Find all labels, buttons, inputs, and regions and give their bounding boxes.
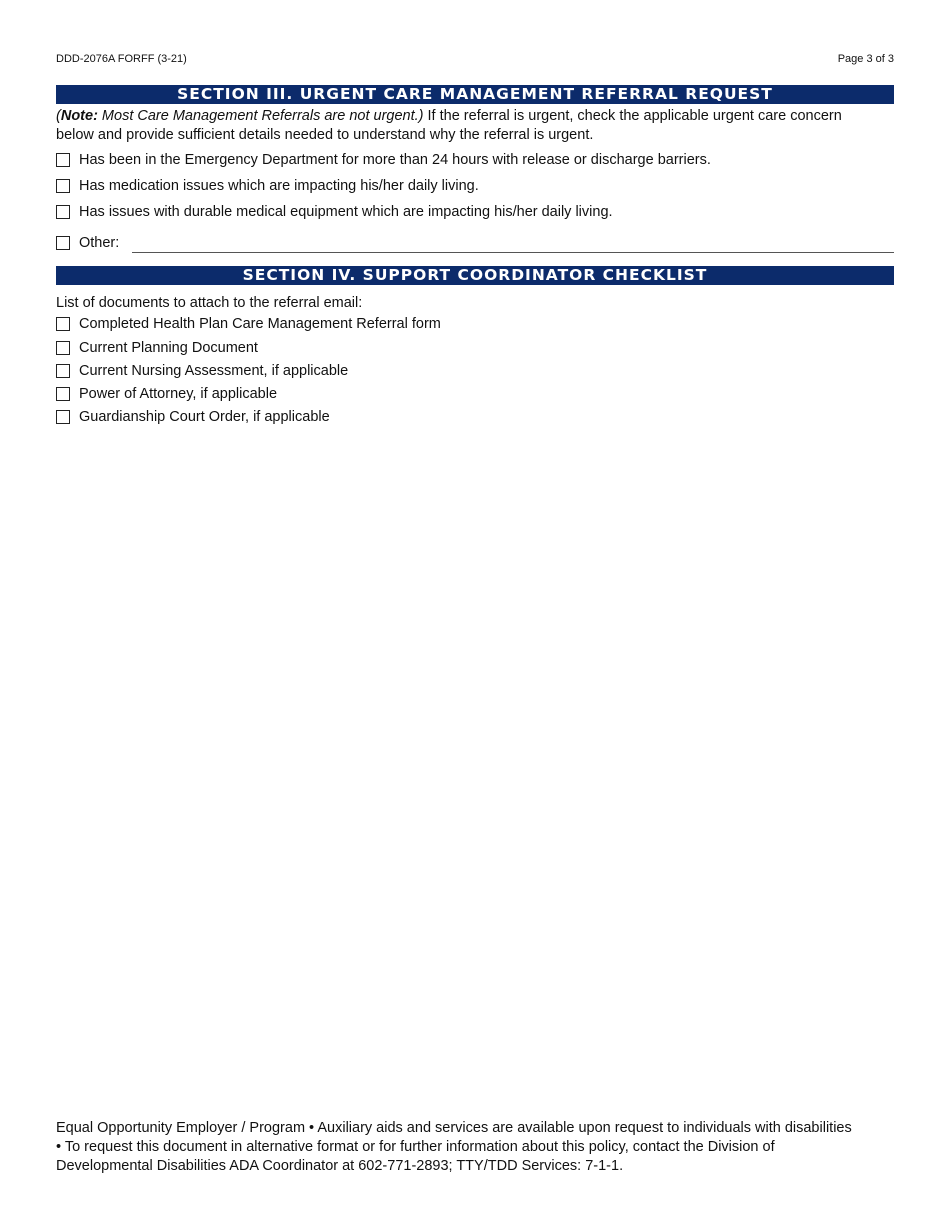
form-id: DDD-2076A FORFF (3-21) <box>56 53 187 65</box>
checklist-item[interactable] <box>56 363 348 379</box>
urgent-option-medication[interactable] <box>56 178 479 194</box>
item-label: Current Nursing Assessment, if applicable <box>79 363 349 379</box>
urgent-option-ed[interactable] <box>56 152 711 168</box>
section-3-note: (Note: Most Care Management Referrals are not urgent.) If the referral is urgent, check the applicable urgent care concern below and provide sufficient details needed to understand why the referral is urgent. <box>56 108 842 143</box>
option-label: Has issues with durable medical equipment which are impacting his/her daily living. <box>79 204 613 220</box>
section-3-title: SECTION III. URGENT CARE MANAGEMENT REFERRAL REQUEST <box>56 85 894 104</box>
checkbox[interactable] <box>56 364 70 378</box>
checklist-item[interactable] <box>56 409 330 425</box>
footer-notice: Equal Opportunity Employer / Program • Auxiliary aids and services are available upon request to individuals with disabilities • To request this document in alternative format or for further information about this policy, contact the Division of Developmental Disabilities ADA Coordinator at 602-771-2893; TTY/TDD Services: 7-1-1. <box>56 1120 852 1174</box>
checkbox[interactable] <box>56 205 70 219</box>
urgent-option-dme[interactable] <box>56 204 613 220</box>
item-label: Guardianship Court Order, if applicable <box>79 409 330 425</box>
page-number: Page 3 of 3 <box>837 53 894 65</box>
checkbox[interactable] <box>56 236 70 250</box>
checklist-item[interactable] <box>56 386 277 402</box>
checkbox[interactable] <box>56 153 70 167</box>
checklist-item[interactable] <box>56 316 441 332</box>
checkbox[interactable] <box>56 410 70 424</box>
checkbox[interactable] <box>56 387 70 401</box>
option-label: Has medication issues which are impacting his/her daily living. <box>79 178 479 194</box>
checkbox[interactable] <box>56 341 70 355</box>
checkbox[interactable] <box>56 317 70 331</box>
section-4-title: SECTION IV. SUPPORT COORDINATOR CHECKLIST <box>56 266 894 285</box>
item-label: Current Planning Document <box>79 340 258 356</box>
urgent-option-other[interactable] <box>56 235 119 251</box>
option-label: Has been in the Emergency Department for more than 24 hours with release or discharge barriers. <box>79 152 711 168</box>
checklist-item[interactable] <box>56 340 258 356</box>
checkbox[interactable] <box>56 179 70 193</box>
option-label: Other: <box>79 235 120 251</box>
item-label: Completed Health Plan Care Management Referral form <box>79 316 441 332</box>
item-label: Power of Attorney, if applicable <box>79 386 278 402</box>
section-4-intro: List of documents to attach to the referral email: <box>56 295 363 311</box>
other-input-line[interactable] <box>132 252 894 253</box>
